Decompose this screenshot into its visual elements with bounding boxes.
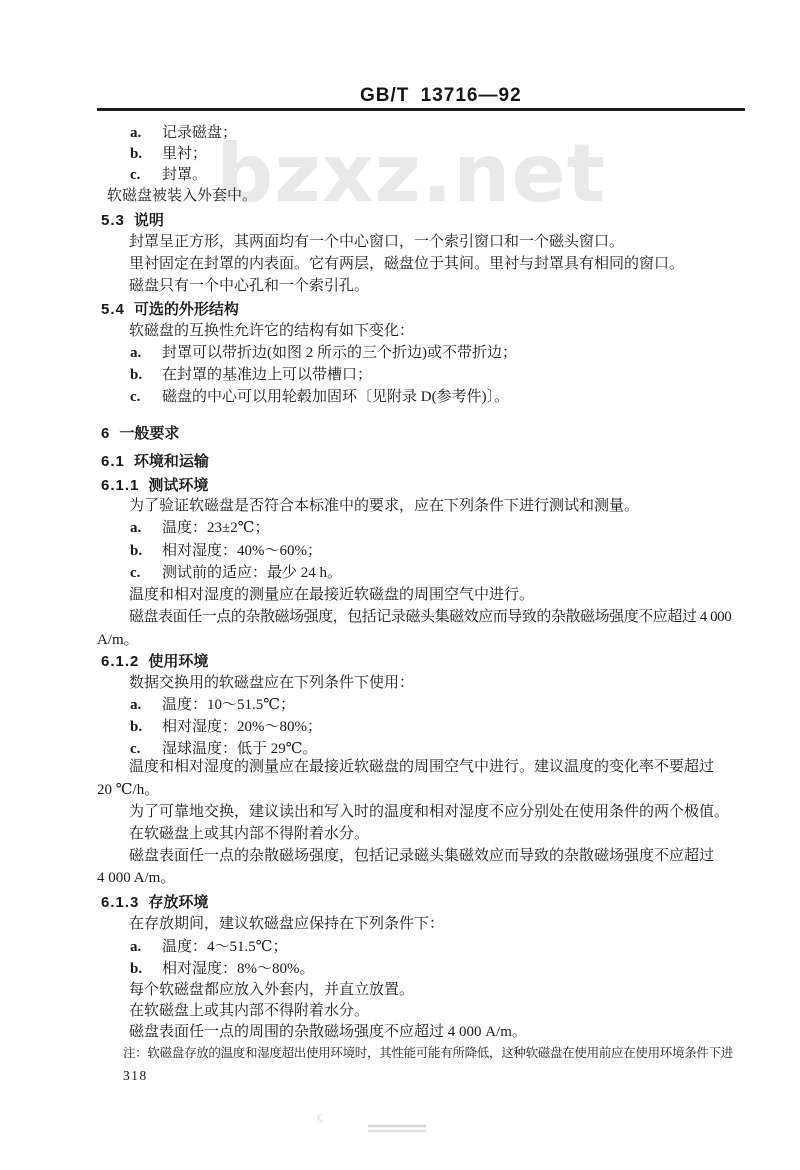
list-item	[97, 960, 790, 979]
section-title: 使用环境	[148, 654, 209, 670]
list-item-label: b.	[130, 961, 143, 977]
list-item-label: a.	[130, 520, 142, 536]
section-number: 5.3	[101, 212, 125, 229]
section-heading	[97, 476, 761, 496]
list-item-label: c.	[130, 565, 141, 581]
list-item-label: b.	[130, 146, 143, 162]
list-item-text: 相对湿度：8%～80%。	[162, 961, 315, 977]
list-item-text: 封罩可以带折边(如图 2 所示的三个折边)或不带折边；	[162, 345, 517, 361]
section-heading	[97, 300, 761, 320]
text-line: 温度和相对湿度的测量应在最接近软磁盘的周围空气中进行。	[129, 587, 535, 603]
page-number: 318	[123, 1068, 148, 1083]
text-line: 磁盘表面任一点的周围的杂散磁场强度不应超过 4 000 A/m。	[129, 1024, 527, 1040]
list-item-text: 相对湿度：20%～80%；	[162, 719, 322, 735]
list-item-label: c.	[130, 167, 141, 183]
text-line: 在存放期间，建议软磁盘应保持在下列条件下：	[129, 916, 445, 932]
section-number: 6.1.2	[101, 653, 140, 670]
list-item-text: 磁盘的中心可以用轮毂加固环〔见附录 D(参考件)〕。	[162, 389, 510, 405]
scan-artifact-icon: ϛ	[317, 1109, 324, 1125]
list-item-text: 温度：10～51.5℃；	[162, 697, 296, 713]
list-item	[97, 938, 790, 957]
note-line: 注：软磁盘存放的温度和湿度超出使用环境时，其性能可能有所降低，这种软磁盘在使用前应在使用环境条件下进	[123, 1046, 734, 1060]
text-line: 在软磁盘上或其内部不得附着水分。	[129, 826, 370, 842]
list-item-label: a.	[130, 345, 142, 361]
section-title: 说明	[133, 213, 164, 229]
section-title: 可选的外形结构	[133, 302, 239, 318]
list-item-label: b.	[130, 719, 143, 735]
list-item-text: 相对湿度：40%～60%；	[162, 543, 322, 559]
section-number: 6.1	[101, 453, 125, 470]
list-item	[97, 564, 790, 583]
text-line: 磁盘只有一个中心孔和一个索引孔。	[129, 278, 370, 294]
text-line: 在软磁盘上或其内部不得附着水分。	[129, 1003, 370, 1019]
text-line: 为了验证软磁盘是否符合本标准中的要求，应在下列条件下进行测试和测量。	[129, 498, 640, 514]
section-title: 环境和运输	[133, 454, 209, 470]
list-item-text: 温度：4～51.5℃；	[162, 939, 288, 955]
text-line: 软磁盘的互换性允许它的结构有如下变化：	[129, 323, 415, 339]
list-item-label: c.	[130, 741, 141, 757]
list-item-label: c.	[130, 389, 141, 405]
chapter-heading	[97, 424, 761, 444]
text-line: 封罩呈正方形，其两面均有一个中心窗口，一个索引窗口和一个磁头窗口。	[129, 234, 625, 250]
text-line: 20 ℃/h。	[97, 782, 160, 798]
text-line: 数据交换用的软磁盘应在下列条件下使用：	[129, 675, 415, 691]
list-item-text: 测试前的适应：最少 24 h。	[162, 565, 343, 581]
text-line: 为了可靠地交换，建议读出和写入时的温度和相对湿度不应分别处在使用条件的两个极值。	[129, 804, 730, 820]
list-item-label: b.	[130, 367, 143, 383]
section-title: 存放环境	[148, 895, 209, 911]
list-item-label: b.	[130, 543, 143, 559]
text-line: 4 000 A/m。	[97, 870, 176, 886]
list-item-text: 封罩。	[162, 167, 208, 183]
list-item	[97, 519, 790, 538]
list-item-label: a.	[130, 125, 142, 141]
scan-smudge	[368, 1125, 426, 1139]
chapter-title: 一般要求	[119, 426, 180, 442]
list-item-text: 温度：23±2℃；	[162, 520, 270, 536]
text-line: 每个软磁盘都应放入外套内，并直立放置。	[129, 982, 415, 998]
list-item-label: a.	[130, 697, 142, 713]
section-number: 5.4	[101, 301, 125, 318]
section-title: 测试环境	[148, 478, 209, 494]
list-item-text: 里衬；	[162, 146, 208, 162]
text-line: 软磁盘被装入外套中。	[107, 188, 258, 204]
running-header-standard-number: GB/T 13716—92	[360, 85, 522, 106]
section-heading	[97, 452, 761, 472]
text-line: 磁盘表面任一点的杂散磁场强度，包括记录磁头集磁效应而导致的杂散磁场强度不应超过 4 000	[129, 609, 732, 625]
list-item	[97, 718, 790, 737]
text-line: A/m。	[97, 632, 139, 648]
section-heading	[97, 652, 761, 672]
list-item-text: 记录磁盘；	[162, 125, 238, 141]
list-item-text: 湿球温度：低于 29℃。	[162, 741, 318, 757]
list-item-label: a.	[130, 939, 142, 955]
list-item	[97, 344, 790, 363]
text-line: 磁盘表面任一点的杂散磁场强度，包括记录磁头集磁效应而导致的杂散磁场强度不应超过	[129, 848, 715, 864]
section-number: 6.1.3	[101, 894, 140, 911]
list-item-text: 在封罩的基准边上可以带槽口；	[162, 367, 373, 383]
list-item	[97, 388, 790, 407]
list-item	[97, 166, 790, 185]
list-item	[97, 542, 790, 561]
section-heading	[97, 211, 761, 231]
list-item	[97, 145, 790, 164]
chapter-number: 6	[101, 425, 111, 442]
text-line: 温度和相对湿度的测量应在最接近软磁盘的周围空气中进行。建议温度的变化率不要超过	[129, 759, 715, 775]
list-item	[97, 696, 790, 715]
list-item	[97, 124, 790, 143]
list-item	[97, 366, 790, 385]
section-heading	[97, 893, 761, 913]
watermark: bzxz.net	[216, 127, 606, 220]
header-rule	[97, 108, 745, 111]
text-line: 里衬固定在封罩的内表面。它有两层，磁盘位于其间。里衬与封罩具有相同的窗口。	[129, 256, 685, 272]
list-item	[97, 740, 790, 759]
section-number: 6.1.1	[101, 477, 140, 494]
